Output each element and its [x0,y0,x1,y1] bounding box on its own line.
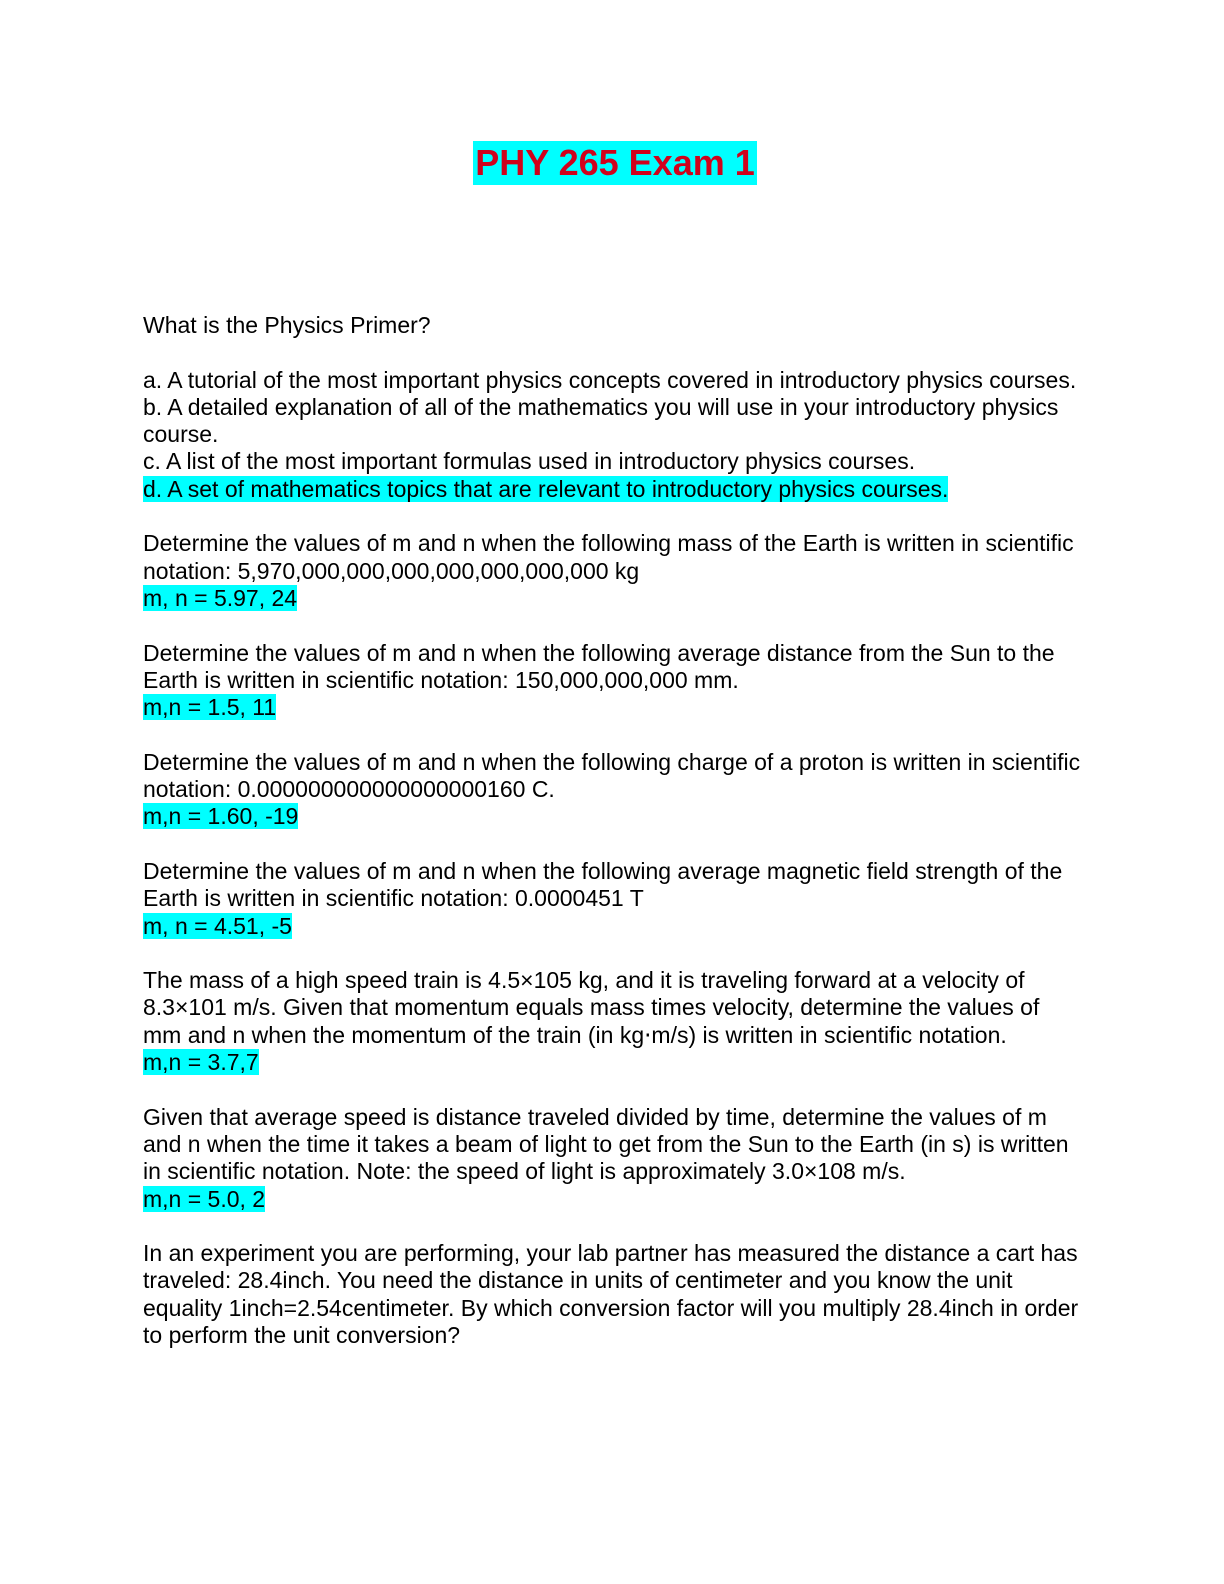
question-8 [143,1240,1083,1349]
option-d-correct-answer: d. A set of mathematics topics that are relevant to introductory physics courses. [143,475,949,502]
exam-content [143,312,1083,1377]
answer-highlight: m,n = 1.60, -19 [143,803,299,830]
question-1-options [143,367,1083,503]
question-text: Determine the values of m and n when the following average magnetic field strength of the Earth is written in scientific notation: 0.0000451 T [143,857,1063,912]
question-7 [143,1104,1083,1213]
answer-highlight: m, n = 4.51, -5 [143,912,292,939]
option-a: a. A tutorial of the most important physics concepts covered in introductory physics courses. [143,366,1077,393]
title-area [0,141,1224,185]
question-text: In an experiment you are performing, your lab partner has measured the distance a cart has traveled: 28.4inch. You need the distance in units of centimeter and you know the unit equality 1inch=2.54centimeter. By which conversion factor will you multiply 28.4inch in order to perform the unit conversion? [143,1240,1079,1348]
question-6 [143,967,1083,1076]
question-5 [143,858,1083,940]
option-c: c. A list of the most important formulas used in introductory physics courses. [143,448,916,475]
question-text: Determine the values of m and n when the following charge of a proton is written in scientific notation: 0.000000000000000000160 C. [143,748,1081,803]
question-text: What is the Physics Primer? [143,312,431,338]
question-3 [143,640,1083,722]
question-text: Given that average speed is distance traveled divided by time, determine the values of m and n when the time it takes a beam of light to get from the Sun to the Earth (in s) is written in scientific notation. Note: the speed of light is approximately 3.0×108 m/s. [143,1103,1069,1185]
question-text: The mass of a high speed train is 4.5×105 kg, and it is traveling forward at a velocity of 8.3×101 m/s. Given that momentum equals mass times velocity, determine the values of mm and n when the momentum of the train (in kg⋅m/s) is written in scientific notation. [143,967,1040,1048]
answer-highlight: m,n = 1.5, 11 [143,694,277,721]
answer-highlight: m, n = 5.97, 24 [143,584,298,611]
answer-highlight: m,n = 5.0, 2 [143,1185,266,1212]
question-text: Determine the values of m and n when the following average distance from the Sun to the Earth is written in scientific notation: 150,000,000,000 mm. [143,639,1055,693]
question-2 [143,530,1083,612]
question-1 [143,312,1083,339]
question-4 [143,749,1083,831]
question-text: Determine the values of m and n when the following mass of the Earth is written in scientific notation: 5,970,000,000,000,000,000,000,000 kg [143,530,1074,584]
page-title: PHY 265 Exam 1 [475,142,755,183]
answer-highlight: m,n = 3.7,7 [143,1049,259,1076]
option-b: b. A detailed explanation of all of the mathematics you will use in your introductory physics course. [143,393,1059,448]
